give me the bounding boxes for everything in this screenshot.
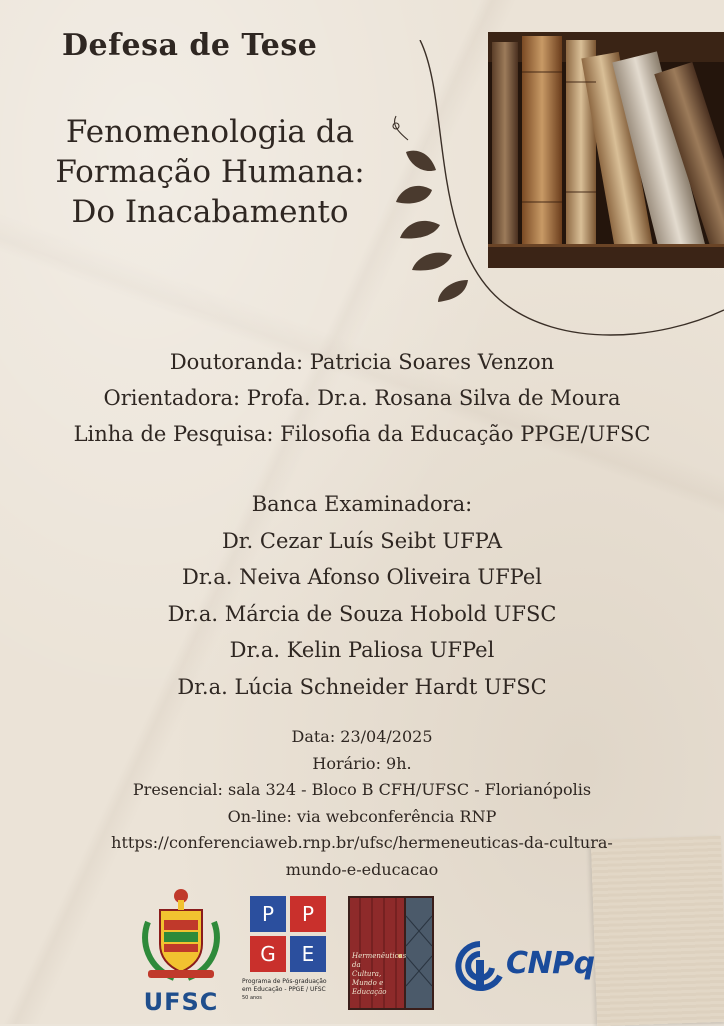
ppge-caption-line: em Educação - PPGE / UFSC [242, 986, 326, 993]
board-member: Dr.a. Kelin Paliosa UFPel [229, 638, 495, 662]
ppge-caption-line: 50 anos [242, 995, 262, 1001]
thesis-title-line: Formação Humana: [55, 154, 365, 190]
board-member: Dr.a. Neiva Afonso Oliveira UFPel [181, 565, 542, 589]
conference-link-continued[interactable]: mundo-e-educacao [285, 859, 439, 879]
event-date: Data: 23/04/2025 [291, 727, 433, 746]
doctoral-candidate: Doutoranda: Patricia Soares Venzon [169, 350, 555, 374]
ppge-letter: E [290, 936, 326, 972]
ppge-caption-line: Programa de Pós-graduação [242, 978, 327, 985]
advisor: Orientadora: Profa. Dr.a. Rosana Silva de Moura [103, 386, 621, 410]
hermeneutics-text-line: Hermenêuticas da [352, 952, 407, 969]
thesis-title-line: Do Inacabamento [71, 194, 349, 230]
event-info [0, 724, 724, 883]
ufsc-crest-icon [134, 882, 228, 986]
ppge-letter: P [250, 896, 286, 932]
event-location: Presencial: sala 324 - Bloco B CFH/UFSC - Florianópolis [132, 780, 592, 799]
ufsc-label: UFSC [143, 988, 219, 1016]
ppge-letter: G [250, 936, 286, 972]
page-title: Defesa de Tese [62, 28, 318, 63]
cnpq-symbol-icon [454, 940, 506, 992]
board-member: Dr.a. Márcia de Souza Hobold UFSC [167, 601, 557, 626]
event-online: On-line: via webconferência RNP [227, 806, 497, 826]
hermeneutics-text-line: Educação [352, 988, 387, 996]
ppge-logo [250, 896, 328, 974]
research-line: Linha de Pesquisa: Filosofia da Educação PPGE/UFSC [73, 422, 651, 446]
thesis-title-line: Fenomenologia da [65, 114, 355, 150]
thesis-title [30, 112, 390, 232]
cnpq-label: CNPq [506, 946, 595, 981]
hermeneutics-text-line: Cultura, Mundo e [352, 970, 384, 987]
event-time: Horário: 9h. [312, 753, 412, 773]
logos-row [0, 880, 724, 1024]
conference-link[interactable]: https://conferenciaweb.rnp.br/ufsc/hermeneuticas-da-cultura- [111, 833, 613, 852]
examining-board [0, 486, 724, 705]
hermeneutics-text [352, 952, 407, 997]
ppge-caption [242, 978, 338, 1002]
ppge-letter: P [290, 896, 326, 932]
board-member: Dr. Cezar Luís Seibt UFPA [221, 528, 503, 553]
cnpq-logo [454, 940, 624, 1000]
examining-board-label: Banca Examinadora: [251, 492, 473, 516]
board-member: Dr.a. Lúcia Schneider Hardt UFSC [177, 674, 547, 699]
people-block [0, 344, 724, 452]
hermeneutics-logo [348, 896, 434, 1010]
